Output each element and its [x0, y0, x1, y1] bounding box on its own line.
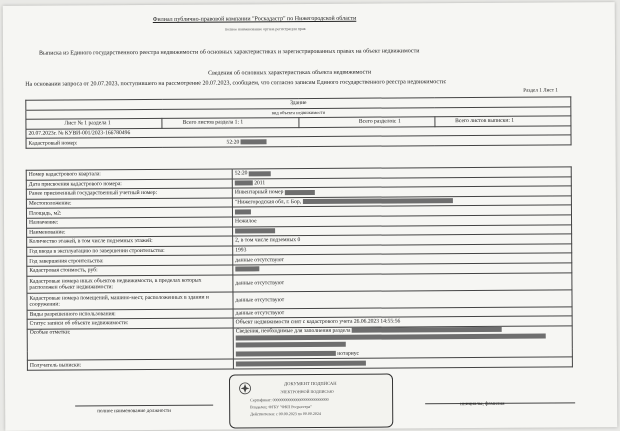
row-value: Нежилое: [233, 215, 572, 227]
row-value: 2011: [254, 180, 266, 187]
row-label: Особые отметки:: [27, 328, 233, 352]
agency-subtitle: полное наименование органа регистрации прав: [224, 26, 306, 32]
row-value: Объект недвижимости снят с кадастрового учета 26.06.2023 14:55:56: [233, 316, 572, 328]
redaction: [235, 228, 275, 233]
sheets-in-section: Всего листов раздела 1: 1: [162, 118, 298, 128]
row-label: Статус записи об объекте недвижимости:: [27, 318, 233, 329]
head-table: [25, 96, 571, 148]
row-label: Год завершения строительства:: [27, 255, 233, 266]
row-value: нотариус: [337, 350, 360, 357]
extract-title: Выписка из Единого государственного реестра недвижимости об основных характеристиках и зарегистрированных правах на объект недвижимости: [38, 48, 420, 57]
agency-name: Филиал публично-правовой компании "Роскадастр" по Нижегородской области: [152, 15, 357, 23]
object-kind-sub: вид объекта недвижимости: [26, 106, 571, 119]
initials-caption: инициалы, фамилия: [460, 400, 505, 408]
redaction: [235, 180, 253, 185]
row-label: Ранее присвоенный государственный учетный номер:: [26, 188, 232, 199]
sheets-total: Всего листов выписки: 1: [435, 116, 571, 126]
row-label: Дата присвоения кадастрового номера:: [26, 179, 232, 190]
request-basis: На основании запроса от 20.07.2023, поступившего на рассмотрение 20.07.2023, сообщаем, что согласно записям Единого государственного реестра недвижимости:: [25, 79, 447, 88]
request-number: 20.07.2023г. № КУВИ-001/2023-166780496: [26, 126, 571, 139]
redaction: [352, 327, 502, 333]
characteristics-table: [26, 166, 573, 370]
redaction: [285, 190, 315, 195]
row-label: Местоположение:: [26, 198, 232, 209]
object-kind: Здание: [26, 97, 571, 110]
redaction: [236, 351, 336, 357]
row-value: данные отсутствуют: [233, 272, 572, 291]
redaction: [236, 333, 546, 340]
row-label: Получатель выписки:: [27, 359, 233, 370]
table-row: [27, 326, 572, 352]
row-value: 1993: [233, 244, 572, 256]
row-label: Кадастровые номера помещений, машино-мест, расположенных в здании и сооружении:: [27, 292, 233, 310]
section-sheet: Раздел 1 Лист 1: [523, 87, 558, 94]
table-row: [27, 357, 572, 370]
emblem-icon: [238, 381, 252, 395]
redaction: [302, 198, 452, 204]
redaction: [249, 171, 271, 176]
row-value: Сведения, необходимые для заполнения раздела: [235, 327, 351, 335]
stamp-line-1: Сертификат: 0000000000000000000000000000: [250, 396, 329, 403]
row-label: Назначение:: [27, 217, 233, 228]
sections-total: Всего разделов: 1: [298, 117, 434, 127]
redaction: [236, 360, 366, 366]
row-label: Номер кадастрового квартала:: [26, 169, 232, 180]
signature-stamp: [229, 373, 393, 428]
row-label: Кадастровые номера иных объектов недвижимости, в пределах которых расположен объект недвижимости:: [27, 275, 233, 293]
extract-page: [3, 2, 618, 431]
position-line: [75, 405, 213, 407]
cadastral-value: 52:20: [226, 139, 240, 146]
row-value: Инвентарный номер: [234, 189, 284, 196]
row-label: Площадь, м2:: [26, 207, 232, 218]
row-value: данные отсутствуют: [233, 306, 572, 318]
redaction: [235, 209, 251, 214]
row-value: 52:20: [234, 170, 248, 177]
stamp-subtitle: ЭЛЕКТРОННОЙ ПОДПИСЬЮ: [280, 388, 334, 395]
row-label: Наименование:: [27, 227, 233, 238]
row-label: Год ввода в эксплуатацию по завершении строительства:: [27, 246, 233, 257]
row-value: 2, в том числе подземных 0: [233, 234, 572, 246]
row-value: данные отсутствуют: [233, 253, 572, 265]
sheet-number: Лист № 1 раздела 1: [26, 119, 162, 129]
cadastral-label: Кадастровый номер:: [26, 137, 299, 148]
stamp-line-2: Владелец: ФГБУ "ФКП Росреестра": [250, 403, 312, 410]
redaction: [235, 267, 259, 272]
row-value: "Нижегородская обл, г. Бор,: [234, 199, 302, 206]
section-title: Сведения об основных характеристиках объекта недвижимости: [208, 69, 372, 77]
redaction: [241, 139, 267, 144]
stamp-line-3: Действителен: с 00.00.2023 по 00.00.2024: [250, 410, 321, 417]
stamp-title: ДОКУМЕНТ ПОДПИСАН: [284, 380, 337, 387]
position-caption: полное наименование должности: [97, 407, 171, 415]
row-value: данные отсутствуют: [233, 289, 572, 308]
row-label: Количество этажей, в том числе подземных этажей:: [27, 236, 233, 247]
row-label: Виды разрешенного использования:: [27, 309, 233, 320]
row-label: Кадастровая стоимость, руб:: [27, 265, 233, 276]
redaction: [236, 342, 346, 348]
